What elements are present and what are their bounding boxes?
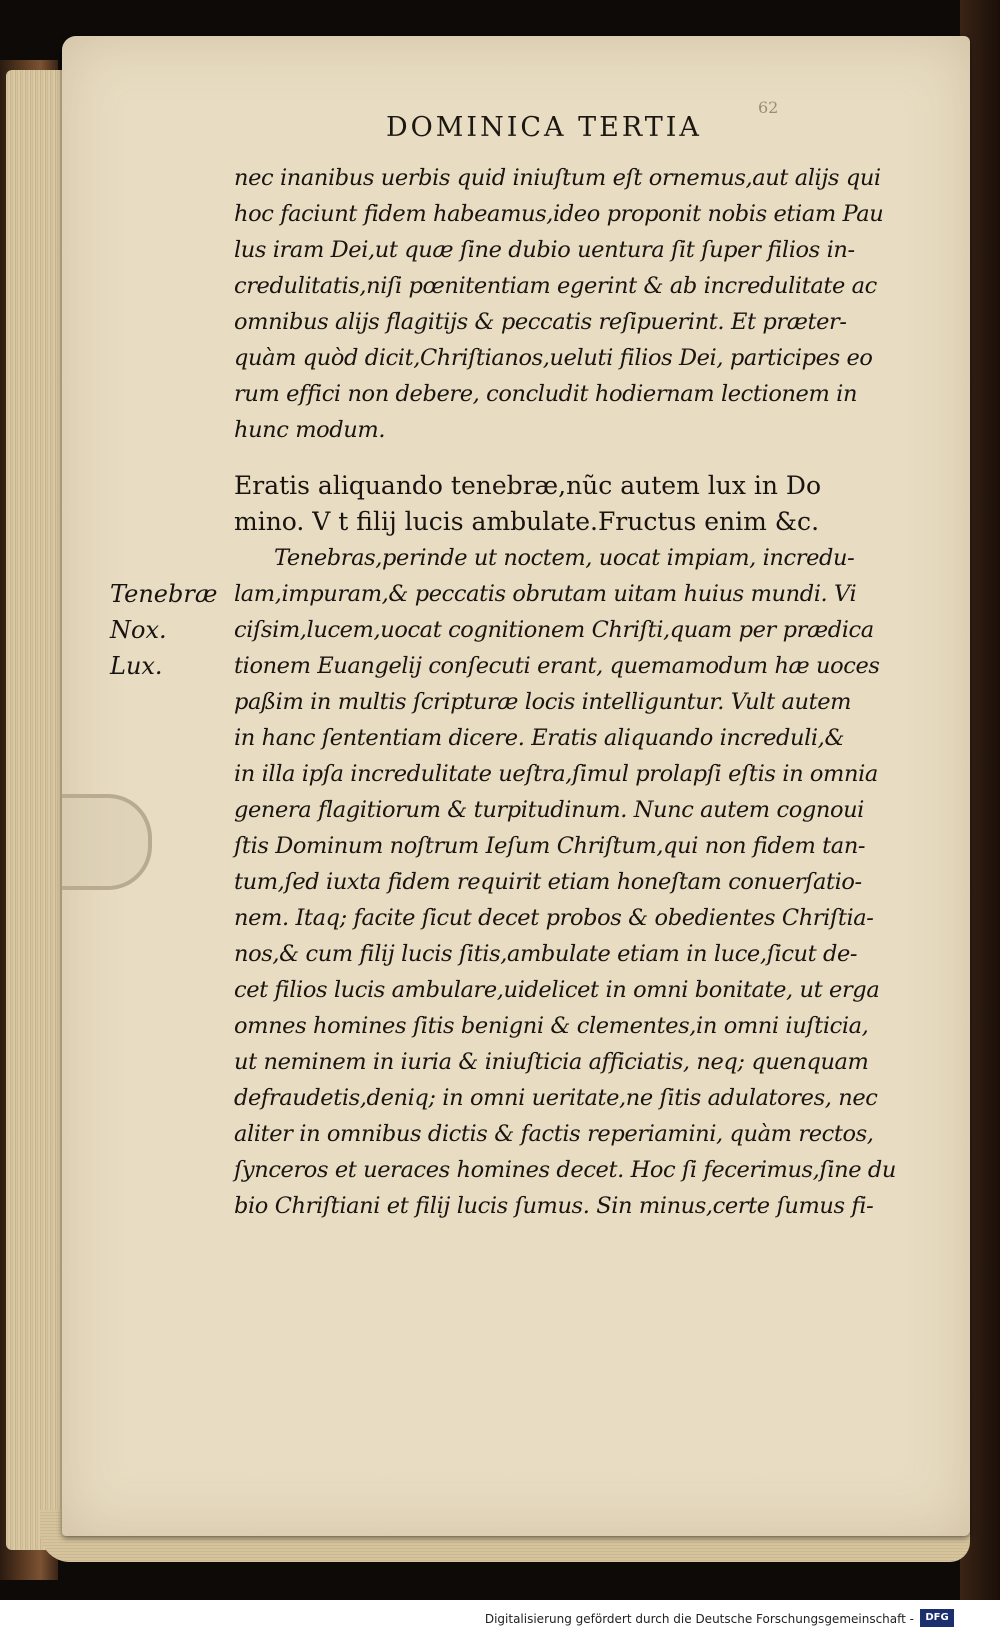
text-line: bio Chriſtiani et filij lucis ſumus. Sin minus,certe ſumus fi- [234,1193,874,1219]
paragraph-1 [234,160,902,448]
text-line: aliter in omnibus dictis & factis reperiamini, quàm rectos, [234,1121,874,1147]
text-line: in illa ipſa incredulitate ueſtra,ſimul prolapſi eſtis in omnia [234,761,878,787]
dfg-logo: DFG [920,1609,954,1627]
text-line: quàm quòd dicit,Chriſtianos,ueluti filios Dei, participes eo [234,345,873,371]
text-line: hoc faciunt fidem habeamus,ideo proponit nobis etiam Pau [234,201,884,227]
text-line: tionem Euangelij conſecuti erant, quemamodum hæ uoces [234,653,880,679]
page-clip [62,794,152,890]
text-line: nos,& cum filij lucis ſitis,ambulate etiam in luce,ſicut de- [234,941,858,967]
text-line: lus iram Dei,ut quæ ſine dubio uentura ſit ſuper filios in- [234,237,855,263]
text-line: genera flagitiorum & turpitudinum. Nunc autem cognoui [234,797,864,823]
text-line: rum effici non debere, concludit hodiernam lectionem in [234,381,858,407]
text-line: cet filios lucis ambulare,uidelicet in omni bonitate, ut erga [234,977,880,1003]
page-edges [6,70,70,1550]
scripture-line: Eratis aliquando tenebræ,nũc autem lux in Do [234,471,821,500]
text-line: ſynceros et ueraces homines decet. Hoc ſi fecerimus,ſine du [234,1157,897,1183]
page-number: 62 [758,98,779,117]
marginal-note: Lux. [110,652,163,680]
text-line: paßim in multis ſcripturæ locis intelliguntur. Vult autem [234,689,852,715]
scripture-quote [234,468,902,540]
text-line: defraudetis,deniq; in omni ueritate,ne ſitis adulatores, nec [234,1085,878,1111]
marginal-note: Nox. [110,616,167,644]
text-line: ut neminem in iuria & iniuſticia afficiatis, neq; quenquam [234,1049,869,1075]
funding-credit: Digitalisierung gefördert durch die Deutsche Forschungsgemeinschaft - [484,1612,914,1626]
text-line: ciſsim,lucem,uocat cognitionem Chriſti,quam per prædica [234,617,874,643]
text-line: nec inanibus uerbis quid iniuſtum eſt ornemus,aut alijs qui [234,165,881,191]
text-line: tum,ſed iuxta fidem requirit etiam honeſtam conuerſatio- [234,869,862,895]
text-line: lam,impuram,& peccatis obrutam uitam huius mundi. Vi [234,581,857,607]
marginal-notes [110,576,217,684]
text-line: Tenebras,perinde ut noctem, uocat impiam, incredu- [274,545,855,571]
text-line: credulitatis,niſi pœnitentiam egerint & ab incredulitate ac [234,273,877,299]
text-body [234,160,902,1224]
marginal-note: Tenebræ [110,580,218,608]
text-line: hunc modum. [234,417,386,443]
text-line: nem. Itaq; facite ſicut decet probos & obedientes Chriſtia- [234,905,874,931]
text-line: ſtis Dominum noſtrum Ieſum Chriſtum,qui non fidem tan- [234,833,866,859]
running-head: DOMINICA TERTIA [386,112,702,143]
text-line: omnes homines ſitis benigni & clementes,in omni iuſticia, [234,1013,869,1039]
text-line: omnibus alijs flagitijs & peccatis reſipuerint. Et præter- [234,309,847,335]
scripture-line: mino. V t filij lucis ambulate.Fructus enim &c. [234,507,820,536]
paragraph-2 [234,540,902,1224]
text-line: in hanc ſententiam dicere. Eratis aliquando increduli,& [234,725,845,751]
